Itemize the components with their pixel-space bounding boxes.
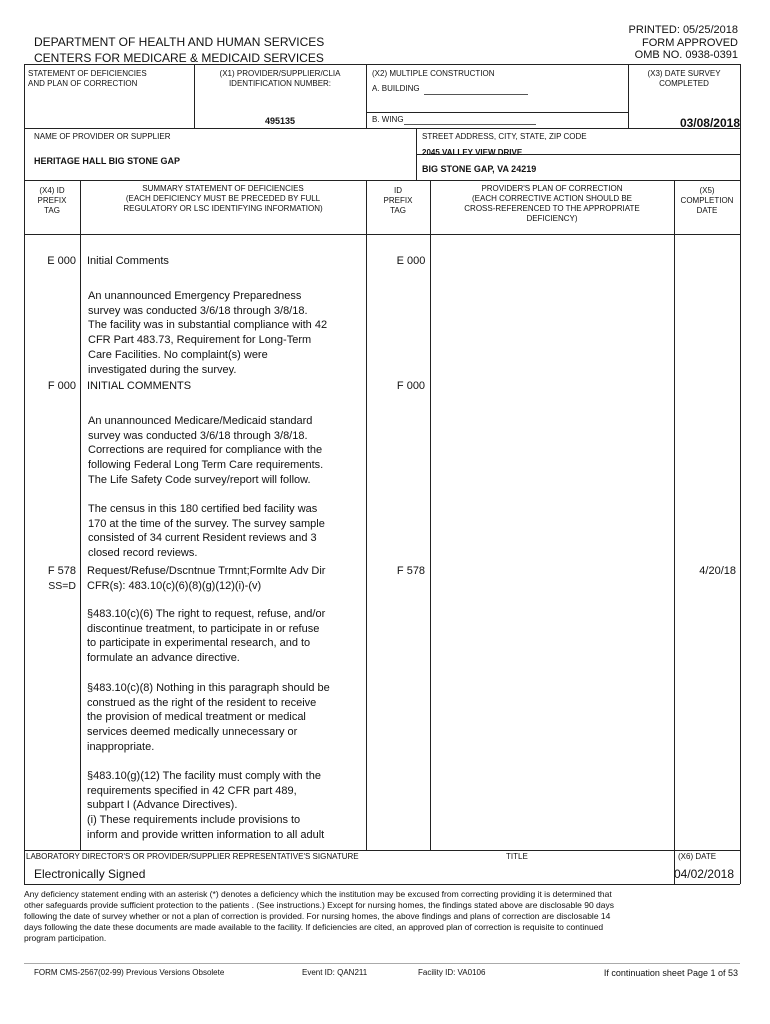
statement-label: STATEMENT OF DEFICIENCIES AND PLAN OF CORRECTION: [28, 69, 147, 88]
form-approved: FORM APPROVED: [642, 36, 738, 49]
address-line-1: 2045 VALLEY VIEW DRIVE: [422, 148, 523, 157]
frame-right: [740, 64, 741, 884]
signature-value: Electronically Signed: [34, 867, 146, 881]
f000-title: INITIAL COMMENTS: [87, 380, 192, 392]
frame-top-line: [24, 64, 740, 65]
f000-body-1: An unannounced Medicare/Medicaid standard survey was conducted 3/6/18 through 3/8/18. Corrections are required for compliance with the following Federal Long Term Care requirements. The Life Safety Code survey/report will follow.: [88, 415, 324, 486]
f578-id: F 578: [396, 565, 426, 577]
frame-line: [366, 64, 367, 128]
x1-label: (X1) PROVIDER/SUPPLIER/CLIA IDENTIFICATION NUMBER:: [219, 69, 341, 88]
department-name: DEPARTMENT OF HEALTH AND HUMAN SERVICES: [34, 35, 325, 49]
provider-name: HERITAGE HALL BIG STONE GAP: [34, 156, 181, 166]
x4-column-header: (X4) ID PREFIX TAG: [37, 186, 67, 215]
e000-body: An unannounced Emergency Preparedness survey was conducted 3/6/18 through 3/8/18. The facility was in substantial compliance with 42 CFR Part 483.73, Requirement for Long-Term Care Facilities. No complaint(s) were investigated during the survey.: [88, 290, 328, 376]
f578-paragraph-2: §483.10(c)(8) Nothing in this paragraph should be construed as the right of the resident to receive the provision of medical treatment or medical services deemed medically unnecessary or inappropriate.: [87, 682, 330, 753]
printed-date: PRINTED: 05/25/2018: [628, 24, 738, 36]
e000-tag: E 000: [47, 255, 76, 267]
e000-id: E 000: [396, 255, 426, 267]
provider-name-label: NAME OF PROVIDER OR SUPPLIER: [34, 132, 171, 141]
id-column-header: ID PREFIX TAG: [383, 186, 413, 215]
f000-body-2: The census in this 180 certified bed facility was 170 at the time of the survey. The survey sample consisted of 34 current Resident reviews and 3 closed record reviews.: [88, 503, 325, 560]
f578-paragraph-1: §483.10(c)(6) The right to request, refuse, and/or discontinue treatment, to participate in or refuse to participate in experimental research, and to formulate an advance directive.: [87, 608, 326, 665]
address-label: STREET ADDRESS, CITY, STATE, ZIP CODE: [422, 132, 587, 141]
wing-label: B. WING: [372, 115, 404, 124]
frame-line: [674, 180, 675, 850]
e000-title: Initial Comments: [87, 255, 169, 267]
address-line-2: BIG STONE GAP, VA 24219: [422, 164, 537, 174]
f000-id: F 000: [396, 380, 426, 392]
f578-scope-severity: SS=D: [48, 580, 76, 592]
frame-line: [80, 180, 81, 850]
frame-line: [24, 850, 740, 851]
page-indicator: If continuation sheet Page 1 of 53: [603, 968, 738, 978]
omb-number: OMB NO. 0938-0391: [634, 49, 738, 61]
f578-paragraph-3: §483.10(g)(12) The facility must comply with the requirements specified in 42 CFR part 489, subpart I (Advance Directives). (i) These requirements include provisions to inform and provide written information to all adult: [87, 770, 325, 841]
signature-label: LABORATORY DIRECTOR'S OR PROVIDER/SUPPLIER REPRESENTATIVE'S SIGNATURE: [26, 852, 359, 861]
frame-line: [24, 180, 740, 181]
x5-column-header: (X5) COMPLETION DATE: [680, 186, 734, 215]
frame-line: [366, 180, 367, 850]
facility-id: Facility ID: VA0106: [418, 968, 486, 977]
frame-line: [430, 180, 431, 850]
frame-line: [24, 884, 740, 885]
disclaimer: Any deficiency statement ending with an asterisk (*) denotes a deficiency which the institution may be excused from correcting providing it is determined that other safeguards provide sufficient protection to the patients . (See instructions.) Except for nursing homes, the findings stated above are disclosable 90 days following the date of survey whether or not a plan of correction is provided. For nursing homes, the above findings and plans of correction are disclosable 14 days following the date these documents are made available to the facility. If deficiencies are cited, an approved plan of correction is requisite to continued program participation.: [24, 889, 614, 943]
x6-date-label: (X6) DATE: [678, 852, 717, 861]
building-label: A. BUILDING: [372, 84, 420, 93]
form-number: FORM CMS-2567(02-99) Previous Versions Obsolete: [34, 968, 225, 977]
signature-date: 04/02/2018: [673, 867, 734, 881]
centers-name: CENTERS FOR MEDICARE & MEDICAID SERVICES: [34, 51, 324, 65]
wing-line: [404, 124, 536, 125]
building-line: [424, 94, 528, 95]
event-id: Event ID: QAN211: [302, 968, 368, 977]
frame-line: [416, 128, 417, 180]
footer-divider: [24, 963, 740, 964]
frame-line: [24, 234, 740, 235]
f578-completion-date: 4/20/18: [699, 565, 736, 577]
x1-identification-number: 495135: [264, 116, 296, 126]
title-label: TITLE: [506, 852, 528, 861]
f578-tag: F 578: [47, 565, 76, 577]
frame-line: [366, 112, 628, 113]
agency-header: [34, 34, 324, 66]
frame-line: [24, 128, 740, 129]
f578-title: Request/Refuse/Dscntnue Trmnt;Formlte Adv Dir CFR(s): 483.10(c)(6)(8)(g)(12)(i)-(v): [87, 565, 326, 592]
summary-column-header: SUMMARY STATEMENT OF DEFICIENCIES (EACH DEFICIENCY MUST BE PRECEDED BY FULL REGULATORY OR LSC IDENTIFYING INFORMATION): [123, 184, 323, 213]
form-header-right: [629, 24, 738, 62]
x2-label: (X2) MULTIPLE CONSTRUCTION: [372, 69, 495, 78]
survey-completed-date: 03/08/2018: [679, 116, 740, 130]
plan-column-header: PROVIDER'S PLAN OF CORRECTION (EACH CORRECTIVE ACTION SHOULD BE CROSS-REFERENCED TO THE APPROPRIATE DEFICIENCY): [464, 184, 640, 223]
x3-label: (X3) DATE SURVEY COMPLETED: [647, 69, 721, 88]
f000-tag: F 000: [47, 380, 76, 392]
